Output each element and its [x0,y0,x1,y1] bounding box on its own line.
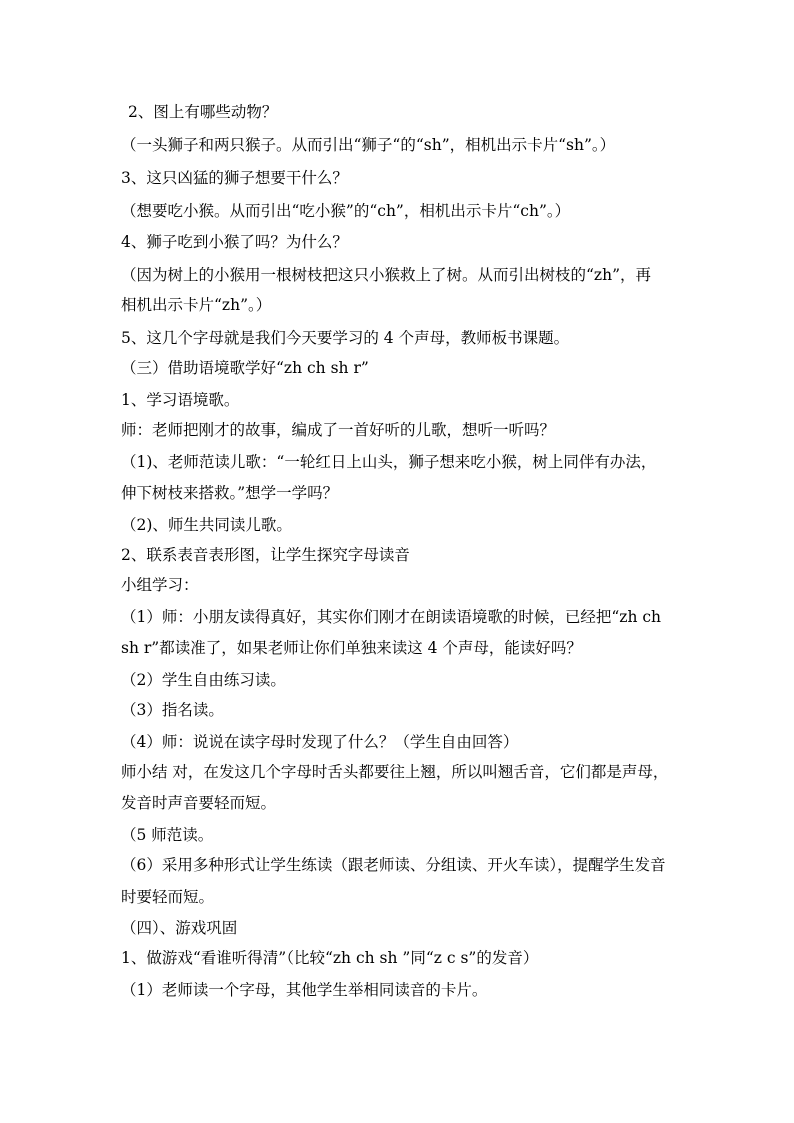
text-line: 5、这几个字母就是我们今天要学习的 4 个声母，教师板书课题。 [121,329,570,347]
text-line: （1）老师读一个字母，其他学生举相同读音的卡片。 [121,981,488,999]
text-line: （1)、老师范读儿歌：“一轮红日上山头，狮子想来吃小猴，树上同伴有办法， [121,453,657,471]
text-line: 2、联系表音表形图，让学生探究字母读音 [121,546,410,564]
text-line: 1、学习语境歌。 [121,391,240,409]
text-line: 2、图上有哪些动物？ [128,103,278,121]
text-line: （一头狮子和两只猴子。从而引出“狮子“的“sh”，相机出示卡片“sh”。） [121,136,616,154]
text-line: 3、这只凶猛的狮子想要干什么？ [121,169,348,187]
text-line: 师小结 对，在发这几个字母时舌头都要往上翘，所以叫翘舌音，它们都是声母， [121,763,669,781]
text-line: 师：老师把刚才的故事，编成了一首好听的儿歌，想听一听吗？ [121,421,556,439]
text-line: 小组学习： [121,576,199,594]
text-line: 发音时声音要轻而短。 [121,794,277,812]
text-line: 相机出示卡片“zh”。） [121,296,272,314]
section-heading: （四）、游戏巩固 [121,919,238,937]
text-line: 4、狮子吃到小猴了吗？为什么？ [121,233,348,251]
text-line: （3）指名读。 [121,701,224,719]
text-line: （2)、师生共同读儿歌。 [121,516,292,534]
text-line: 伸下树枝来搭救。”想学一学吗？ [121,484,339,502]
text-line: （1）师：小朋友读得真好，其实你们刚才在朗读语境歌的时候，已经把“zh ch [121,608,662,626]
text-line: （5 师范读。 [121,826,214,844]
text-line: （想要吃小猴。从而引出“吃小猴”的“ch”，相机出示卡片“ch”。） [121,202,571,220]
text-line: 1、做游戏“看谁听得清”（比较“zh ch sh ”同“z c s”的发音） [121,949,539,967]
text-line: 时要轻而短。 [121,888,215,906]
text-line: sh r”都读准了，如果老师让你们单独来读这 4 个声母，能读好吗？ [121,639,582,657]
text-line: （6）采用多种形式让学生练读（跟老师读、分组读、开火车读），提醒学生发音 [121,856,666,874]
text-line: （4）师：说说在读字母时发现了什么？（学生自由回答） [121,733,519,751]
section-heading: （三）借助语境歌学好“zh ch sh r” [121,359,369,377]
text-line: （2）学生自由练习读。 [121,671,286,689]
text-line: （因为树上的小猴用一根树枝把这只小猴救上了树。从而引出树枝的“zh”，再 [121,266,651,284]
